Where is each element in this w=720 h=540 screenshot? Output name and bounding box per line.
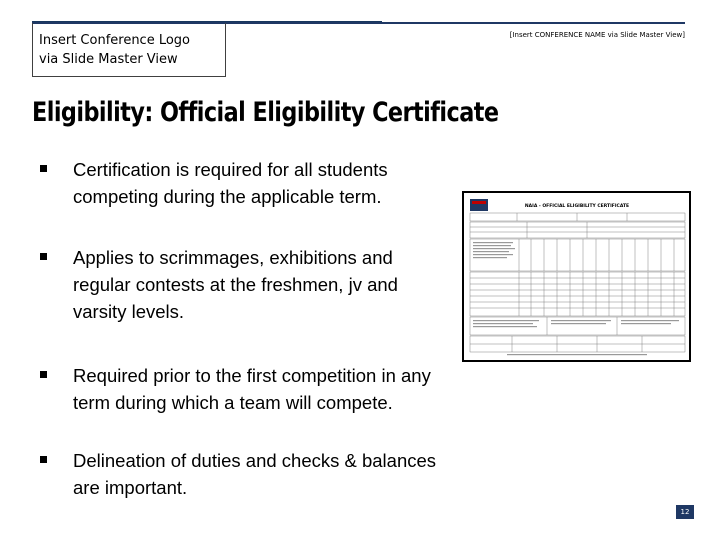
bullet-1-line-1: Certification is required for all students [73,159,388,180]
bullet-square-icon [40,253,47,260]
bullet-2-line-3: varsity levels. [73,301,185,322]
bullet-4-line-1: Delineation of duties and checks & balances [73,450,437,471]
conference-logo-placeholder [32,23,226,77]
page-number-badge: 12 [676,505,694,519]
certificate-title: NAIA - OFFICIAL ELIGIBILITY CERTIFICATE [524,204,630,209]
logo-placeholder-line-2: via Slide Master View [39,52,178,67]
conference-name: [Insert CONFERENCE NAME via Slide Master View] [509,31,685,39]
eligibility-certificate-image [462,191,691,362]
slide-title: Eligibility: Official Eligibility Certificate [32,97,499,128]
bullet-1-line-2: competing during the applicable term. [73,186,382,207]
bullet-2-line-1: Applies to scrimmages, exhibitions and [73,247,393,268]
logo-placeholder-line-1: Insert Conference Logo [39,33,191,48]
bullet-square-icon [40,371,47,378]
bullet-2-line-2: regular contests at the freshmen, jv and [73,274,398,295]
bullet-3-line-2: term during which a team will compete. [73,392,393,413]
certificate-form-graphic [467,196,688,359]
bullet-square-icon [40,456,47,463]
bullet-3-line-1: Required prior to the first competition in any [73,365,431,386]
bullet-square-icon [40,165,47,172]
bullet-4-line-2: are important. [73,477,188,498]
naia-logo-icon [470,199,488,211]
